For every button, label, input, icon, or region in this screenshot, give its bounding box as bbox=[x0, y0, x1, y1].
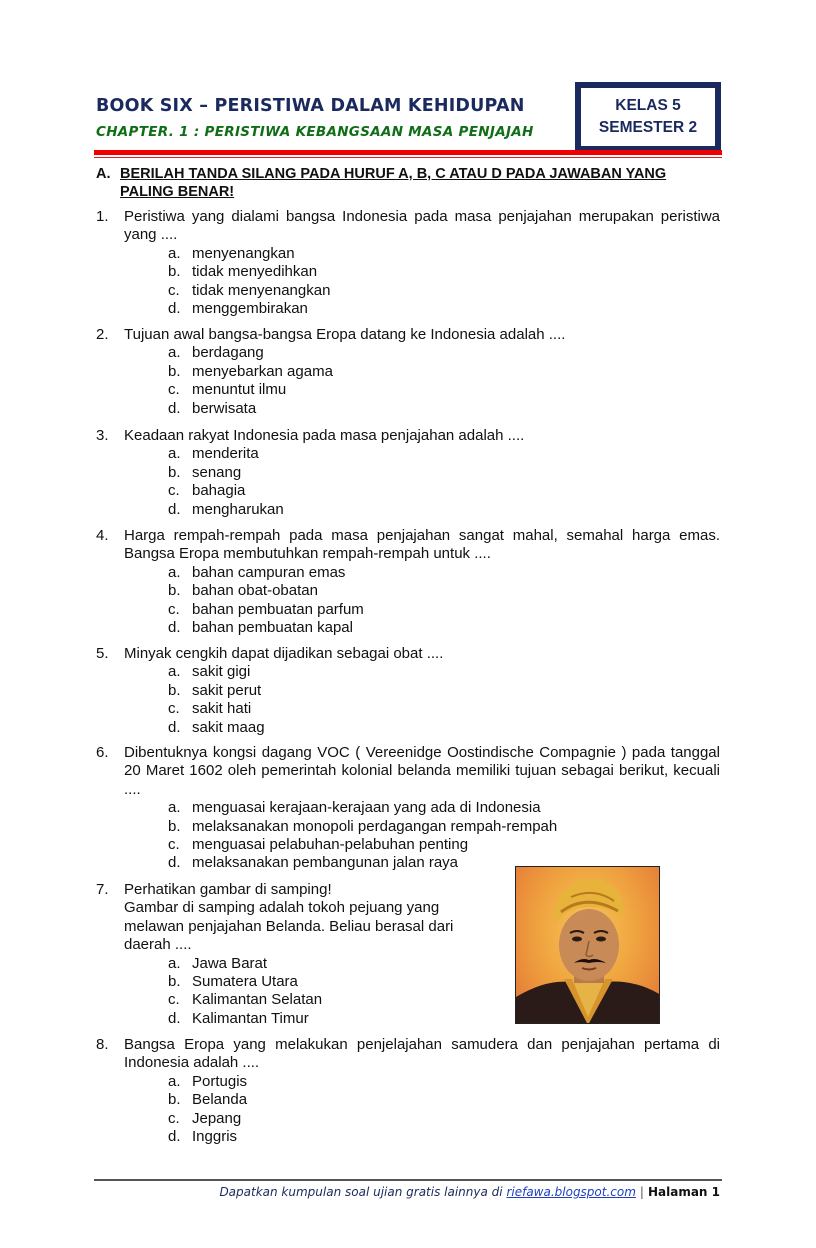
question-stem: Bangsa Eropa yang melakukan penjelajahan samudera dan penjajahan pertama di Indonesia adalah .... bbox=[124, 1036, 720, 1072]
section-label: A. bbox=[96, 166, 111, 182]
option-a[interactable]: a. menderita bbox=[168, 445, 259, 463]
question-1 bbox=[96, 208, 720, 318]
option-c[interactable]: c. Jepang bbox=[168, 1109, 242, 1127]
question-number: 1. bbox=[96, 208, 109, 225]
semester-label: SEMESTER 2 bbox=[598, 119, 698, 136]
header-divider bbox=[94, 150, 722, 155]
option-c[interactable]: c. bahagia bbox=[168, 482, 246, 500]
portrait-icon bbox=[516, 867, 660, 1024]
question-5 bbox=[96, 645, 720, 737]
option-d[interactable]: d. berwisata bbox=[168, 399, 257, 417]
question-stem: Dibentuknya kongsi dagang VOC ( Vereenidge Oostindische Compagnie ) pada tanggal 20 Maret 1602 oleh pemerintah kolonial belanda memiliki tujuan sebagai berikut, kecuali .... bbox=[124, 744, 720, 798]
option-a[interactable]: a. berdagang bbox=[168, 344, 264, 362]
option-a[interactable]: a. menyenangkan bbox=[168, 244, 295, 262]
option-d[interactable]: d. melaksanakan pembangunan jalan raya bbox=[168, 854, 459, 872]
page-footer bbox=[219, 1185, 720, 1199]
header-divider-thin bbox=[94, 157, 722, 158]
question-stem: Keadaan rakyat Indonesia pada masa penjajahan adalah .... bbox=[124, 427, 525, 444]
option-b[interactable]: b. sakit perut bbox=[168, 681, 262, 699]
option-b[interactable]: b. bahan obat-obatan bbox=[168, 582, 318, 600]
footer-blog-link[interactable]: riefawa.blogspot.com bbox=[506, 1185, 636, 1199]
question-number: 7. bbox=[96, 881, 109, 898]
question-stem: Tujuan awal bangsa-bangsa Eropa datang ke Indonesia adalah .... bbox=[124, 326, 566, 343]
question-number: 8. bbox=[96, 1036, 109, 1053]
book-title: BOOK SIX – PERISTIWA DALAM KEHIDUPAN bbox=[96, 96, 525, 116]
option-a[interactable]: a. menguasai kerajaan-kerajaan yang ada di Indonesia bbox=[168, 799, 541, 817]
chapter-title: CHAPTER. 1 : PERISTIWA KEBANGSAAN MASA PENJAJAH bbox=[96, 124, 534, 140]
footer-message: Dapatkan kumpulan soal ujian gratis lainnya di bbox=[219, 1185, 507, 1199]
question-4 bbox=[96, 527, 720, 637]
option-d[interactable]: d. Kalimantan Timur bbox=[168, 1009, 309, 1027]
option-d[interactable]: d. menggembirakan bbox=[168, 300, 308, 318]
option-c[interactable]: c. sakit hati bbox=[168, 700, 252, 718]
question-number: 6. bbox=[96, 744, 109, 761]
question-number: 2. bbox=[96, 326, 109, 343]
option-b[interactable]: b. Belanda bbox=[168, 1091, 248, 1109]
option-c[interactable]: c. tidak menyenangkan bbox=[168, 281, 331, 299]
option-b[interactable]: b. Sumatera Utara bbox=[168, 973, 298, 991]
option-c[interactable]: c. Kalimantan Selatan bbox=[168, 991, 323, 1009]
option-c[interactable]: c. bahan pembuatan parfum bbox=[168, 600, 364, 618]
question-number: 3. bbox=[96, 427, 109, 444]
question-2 bbox=[96, 326, 720, 418]
option-a[interactable]: a. sakit gigi bbox=[168, 663, 251, 681]
option-d[interactable]: d. bahan pembuatan kapal bbox=[168, 619, 353, 637]
option-b[interactable]: b. melaksanakan monopoli perdagangan rempah-rempah bbox=[168, 817, 558, 835]
option-b[interactable]: b. menyebarkan agama bbox=[168, 362, 333, 380]
option-c[interactable]: c. menuntut ilmu bbox=[168, 381, 287, 399]
page-number: Halaman 1 bbox=[647, 1185, 720, 1199]
question-6 bbox=[96, 744, 720, 873]
question-number: 4. bbox=[96, 527, 109, 544]
footer-divider bbox=[94, 1179, 722, 1181]
option-c[interactable]: c. menguasai pelabuhan-pelabuhan penting bbox=[168, 836, 469, 854]
question-number: 5. bbox=[96, 645, 109, 662]
hero-portrait-image bbox=[515, 866, 660, 1024]
option-a[interactable]: a. Jawa Barat bbox=[168, 954, 268, 972]
question-stem: Gambar di samping adalah tokoh pejuang yang melawan penjajahan Belanda. Beliau berasal dari daerah .... bbox=[124, 899, 454, 954]
question-stem: Harga rempah-rempah pada masa penjajahan sangat mahal, semahal harga emas. Bangsa Eropa membutuhkan rempah-rempah untuk .... bbox=[124, 527, 720, 563]
section-instruction: BERILAH TANDA SILANG PADA HURUF A, B, C ATAU D PADA JAWABAN YANG PALING BENAR! bbox=[120, 166, 667, 200]
option-d[interactable]: d. mengharukan bbox=[168, 500, 284, 518]
question-stem-intro: Perhatikan gambar di samping! bbox=[124, 881, 332, 898]
question-3 bbox=[96, 427, 720, 519]
footer-separator: | bbox=[639, 1185, 644, 1199]
option-a[interactable]: a. Portugis bbox=[168, 1072, 248, 1090]
question-stem: Minyak cengkih dapat dijadikan sebagai obat .... bbox=[124, 645, 444, 662]
option-d[interactable]: d. sakit maag bbox=[168, 718, 265, 736]
option-d[interactable]: d. Inggris bbox=[168, 1128, 238, 1146]
question-stem: Peristiwa yang dialami bangsa Indonesia pada masa penjajahan merupakan peristiwa yang .... bbox=[124, 208, 720, 244]
option-a[interactable]: a. bahan campuran emas bbox=[168, 563, 346, 581]
option-b[interactable]: b. tidak menyedihkan bbox=[168, 263, 318, 281]
class-badge bbox=[575, 82, 721, 152]
question-8 bbox=[96, 1036, 720, 1146]
class-label: KELAS 5 bbox=[615, 97, 681, 114]
option-b[interactable]: b. senang bbox=[168, 463, 242, 481]
